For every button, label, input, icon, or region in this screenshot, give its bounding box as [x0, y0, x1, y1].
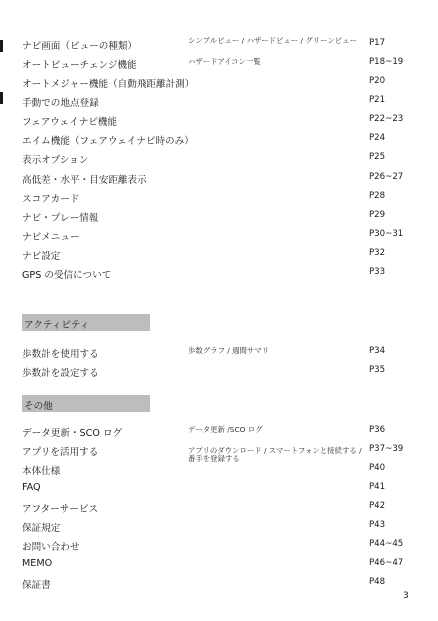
toc-row[interactable]: [22, 558, 422, 574]
toc-desc: 歩数グラフ / 週間サマリ: [188, 346, 270, 355]
toc-row[interactable]: [22, 133, 422, 149]
toc-row[interactable]: [22, 191, 422, 207]
toc-row[interactable]: [22, 267, 422, 283]
toc-row[interactable]: [22, 577, 422, 593]
toc-title: オートビューチェンジ機能: [22, 60, 137, 71]
toc-title: 高低差・水平・目安距離表示: [22, 175, 147, 186]
toc-title: GPS の受信について: [22, 270, 112, 281]
toc-title: アプリを活用する: [22, 447, 99, 458]
toc-row[interactable]: [22, 57, 422, 73]
toc-desc: アプリのダウンロード / スマートフォンと接続する / 番手を登録する: [188, 446, 362, 464]
toc-page-ref: P17: [369, 38, 386, 48]
toc-row[interactable]: [22, 501, 422, 517]
toc-page-ref: P41: [369, 482, 386, 492]
toc-title: フェアウェイナビ機能: [22, 117, 118, 128]
toc-title: お問い合わせ: [22, 542, 80, 553]
toc-page-ref: P37~39: [369, 444, 404, 454]
margin-marker: [0, 40, 3, 52]
toc-page-ref: P25: [369, 152, 386, 162]
toc-row[interactable]: [22, 95, 422, 111]
toc-title: 本体仕様: [22, 466, 61, 477]
toc-page-ref: P24: [369, 133, 386, 143]
toc-row[interactable]: [22, 444, 422, 464]
toc-title: スコアカード: [22, 194, 80, 205]
toc-page-ref: P21: [369, 95, 386, 105]
toc-title: ナビ画面（ビューの種類）: [22, 41, 138, 52]
toc-page-ref: P26~27: [369, 172, 404, 182]
toc-row[interactable]: [22, 152, 422, 168]
toc-row[interactable]: [22, 114, 422, 130]
page-number: 3: [403, 591, 409, 601]
toc-page-ref: P28: [369, 191, 386, 201]
toc-page-ref: P36: [369, 425, 386, 435]
toc-row[interactable]: [22, 172, 422, 188]
toc-page-ref: P32: [369, 248, 386, 258]
toc-page-ref: P40: [369, 463, 386, 473]
toc-page-ref: P30~31: [369, 229, 404, 239]
toc-title: 保証規定: [22, 523, 61, 534]
section-header-activity: [22, 314, 150, 331]
toc-title: オートメジャー機能（自動飛距離計測）: [22, 79, 195, 90]
toc-row[interactable]: [22, 346, 422, 362]
toc-desc: データ更新 /SCO ログ: [188, 425, 263, 434]
toc-desc: ハザードアイコン一覧: [188, 57, 261, 66]
toc-row[interactable]: [22, 38, 422, 54]
toc-page-ref: P20: [369, 76, 386, 86]
toc-title: ナビ・プレー情報: [22, 213, 99, 224]
toc-row[interactable]: [22, 229, 422, 245]
toc-title: 表示オプション: [22, 155, 89, 166]
toc-title: ナビ設定: [22, 251, 61, 262]
toc-title: エイム機能（フェアウェイナビ時のみ）: [22, 136, 194, 147]
toc-page-ref: P48: [369, 577, 386, 587]
toc-row[interactable]: [22, 425, 422, 441]
section-heading: アクティビティ: [24, 320, 90, 331]
toc-page-ref: P43: [369, 520, 386, 530]
toc-row[interactable]: [22, 210, 422, 226]
toc-desc: シンプルビュー / ハザードビュー / グリーンビュー: [188, 36, 357, 45]
toc-page-ref: P33: [369, 267, 386, 277]
section-heading: その他: [24, 401, 53, 412]
toc-row[interactable]: [22, 463, 422, 479]
toc-page-ref: P42: [369, 501, 386, 511]
toc-page-ref: P29: [369, 210, 386, 220]
toc-page-ref: P34: [369, 346, 386, 356]
toc-title: 歩数計を使用する: [22, 349, 99, 360]
toc-title: データ更新・SCO ログ: [22, 428, 123, 439]
toc-title: FAQ: [22, 482, 41, 493]
toc-title: 保証書: [22, 580, 51, 591]
toc-row[interactable]: [22, 539, 422, 555]
toc-title: MEMO: [22, 558, 53, 569]
toc-title: 歩数計を設定する: [22, 368, 99, 379]
toc-page-ref: P44~45: [369, 539, 404, 549]
margin-marker: [0, 92, 3, 104]
toc-row[interactable]: [22, 365, 422, 381]
toc-title: 手動での地点登録: [22, 98, 99, 109]
toc-page-ref: P46~47: [369, 558, 404, 568]
toc-page-ref: P18~19: [369, 57, 404, 67]
toc-title: アフターサービス: [22, 504, 99, 515]
toc-row[interactable]: [22, 520, 422, 536]
toc-row[interactable]: [22, 248, 422, 264]
toc-row[interactable]: [22, 76, 422, 92]
toc-page-ref: P22~23: [369, 114, 404, 124]
section-header-other: [22, 395, 150, 412]
toc-page-ref: P35: [369, 365, 386, 375]
toc-title: ナビメニュー: [22, 232, 80, 243]
toc-row[interactable]: [22, 482, 422, 498]
